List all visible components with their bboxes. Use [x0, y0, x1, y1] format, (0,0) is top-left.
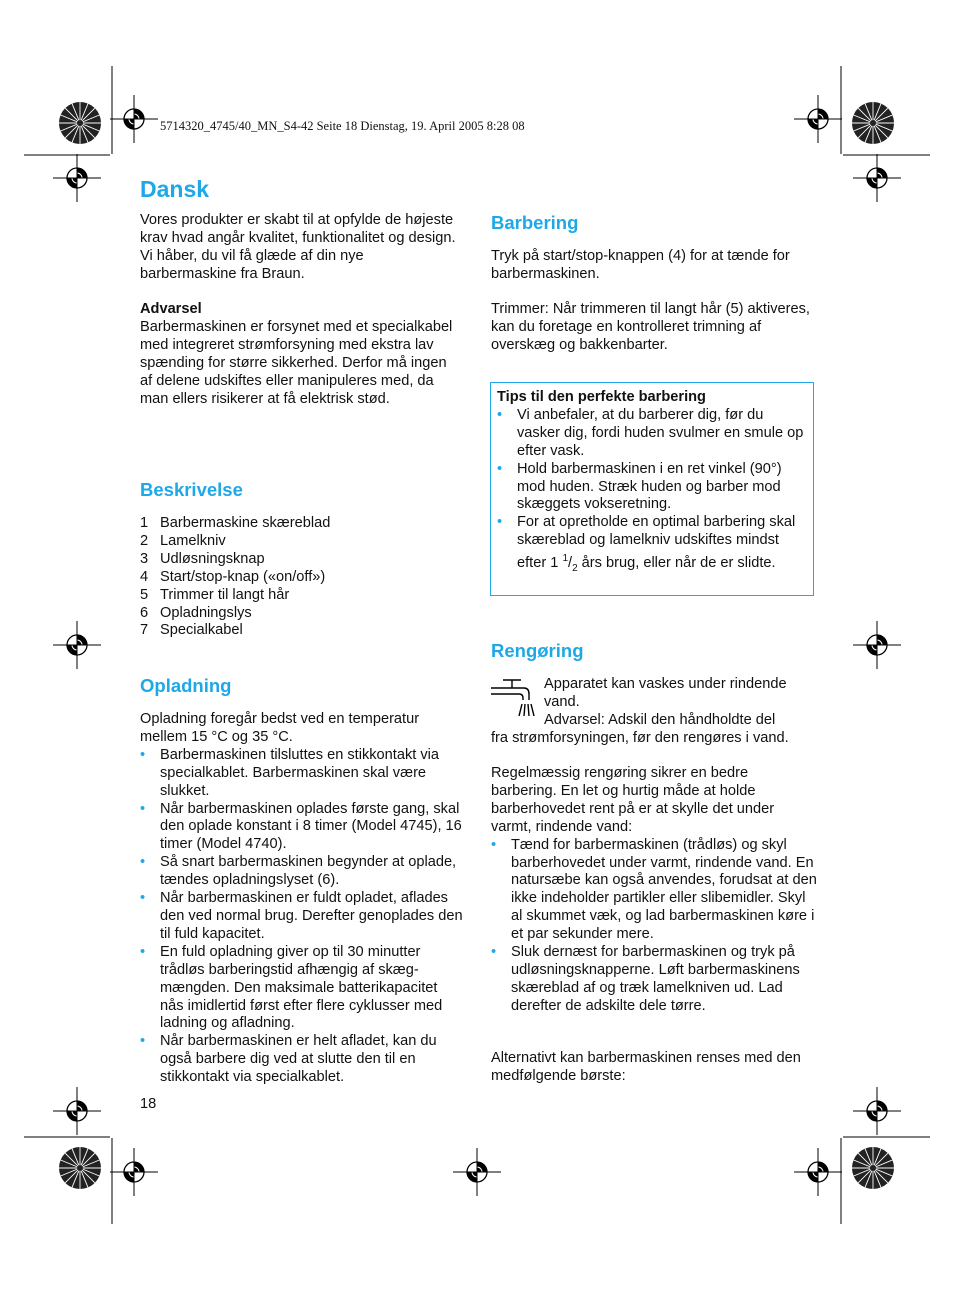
cleaning-paragraph-2: Alternativt kan barbermaskinen renses med den medfølgende børste: — [491, 1050, 801, 1084]
faucet-text-continued: fra strømforsyningen, før den rengøres i vand. — [491, 730, 789, 746]
list-item: 3 Udløsningsknap — [140, 550, 265, 567]
list-item: • For at opretholde en optimal barbering skal skæreblad og lamelkniv udskiftes mindst efter 1 $^1/_2$ års brug, eller når de er slidte. — [497, 514, 809, 577]
list-item: • Barbermaskinen tilsluttes en stikkontakt via specialkablet. Barbermaskinen skal være slukket. — [140, 747, 464, 801]
print-slug: 5714320_4745/40_MN_S4-42 Seite 18 Dienstag, 19. April 2005 8:28 08 — [160, 119, 525, 133]
starburst-target-icon — [59, 102, 101, 144]
list-item: 5 Trimmer til langt hår — [140, 586, 290, 603]
warning-block — [140, 301, 462, 408]
charging-intro: Opladning foregår bedst ved en temperatur mellem 15 °C og 35 °C. — [140, 711, 420, 745]
list-item: • Hold barbermaskinen i en ret vinkel (90°) mod huden. Stræk huden og barber mod skæggets vokseretning. — [497, 461, 809, 515]
list-item: • Tænd for barbermaskinen (trådløs) og skyl barberhovedet under varmt, rindende vand. En natursæbe kan også anvendes, forudsat at den ikke indeholder partikler eller slibemidler. Skyl al skummet væk, og lad barbermaskinen køre i et par sekunder mere. — [491, 837, 817, 944]
list-item: 4 Start/stop-knap («on/off») — [140, 568, 326, 585]
registration-mark-icon — [110, 1148, 158, 1196]
list-item: 1 Barbermaskine skæreblad — [140, 515, 331, 531]
charging-heading: Opladning — [140, 675, 232, 696]
warning-text: Barbermaskinen er forsynet med et specialkabel med integreret strømforsyning med ekstra lav spænding for større sikkerhed. Derfor må ingen af delene udskiftes eller manipuleres med, da man ellers risikerer at få elektrisk stød. — [140, 318, 453, 407]
parts-list — [140, 515, 462, 640]
list-item: 6 Opladningslys — [140, 604, 252, 621]
tips-box — [490, 382, 814, 596]
registration-mark-icon — [853, 621, 901, 669]
charging-block — [140, 711, 464, 1087]
registration-mark-icon — [110, 95, 158, 143]
page-number: 18 — [140, 1096, 157, 1112]
registration-mark-icon — [794, 95, 842, 143]
list-item: 2 Lamelkniv — [140, 532, 226, 549]
charging-bullets — [140, 747, 464, 1087]
description-heading: Beskrivelse — [140, 479, 243, 500]
registration-mark-icon — [853, 154, 901, 202]
tips-bullets — [497, 407, 809, 578]
shaving-heading: Barbering — [491, 212, 579, 233]
registration-mark-icon — [53, 621, 101, 669]
starburst-target-icon — [852, 1147, 894, 1189]
warning-heading: Advarsel — [140, 301, 202, 317]
list-item: • En fuld opladning giver op til 30 minutter trådløs barberingstid afhængig af skægmængden. Den maksimale batterikapacitet nås imidlertid først efter flere cyklusser med ladning og afladning. — [140, 944, 464, 1034]
intro-paragraph: Vores produkter er skabt til at opfylde de højeste krav hvad angår kvalitet, funktionalitet og design. Vi håber, du vil få glæde af din nye barbermaskine fra Braun. — [140, 212, 456, 282]
registration-mark-icon — [453, 1148, 501, 1196]
cleaning-block — [491, 765, 817, 1016]
registration-mark-icon — [53, 1087, 101, 1135]
tips-heading: Tips til den perfekte barbering — [497, 389, 706, 405]
registration-mark-icon — [853, 1087, 901, 1135]
list-item: • Sluk dernæst for barbermaskinen og tryk på udløsningsknapperne. Løft barbermaskinens skæreblad af og træk lamelkniven ud. Lad derefter de adskilte dele tørre. — [491, 944, 817, 1016]
registration-mark-icon — [794, 1148, 842, 1196]
registration-mark-icon — [53, 154, 101, 202]
list-item: • Så snart barbermaskinen begynder at oplade, tændes opladningslyset (6). — [140, 854, 464, 890]
starburst-target-icon — [59, 1147, 101, 1189]
list-item: • Når barbermaskinen er fuldt opladet, aflades den ved normal brug. Derefter genoplades den til fuld kapacitet. — [140, 890, 464, 944]
faucet-water-icon — [491, 678, 535, 722]
faucet-text: Apparatet kan vaskes under rindende vand. Advarsel: Adskil den håndholdte del — [544, 676, 787, 728]
cleaning-bullets — [491, 837, 817, 1016]
list-item: • Når barbermaskinen er helt afladet, kan du også barbere dig ved at slutte den til en stikkontakt via specialkablet. — [140, 1033, 464, 1087]
list-item: • Vi anbefaler, at du barberer dig, før du vasker dig, fordi huden svulmer en smule op efter vask. — [497, 407, 809, 461]
shaving-paragraph-1: Tryk på start/stop-knappen (4) for at tænde for barbermaskinen. — [491, 248, 790, 282]
page-title: Dansk — [140, 176, 210, 202]
cleaning-heading: Rengøring — [491, 640, 584, 661]
starburst-target-icon — [852, 102, 894, 144]
list-item: 7 Specialkabel — [140, 622, 243, 639]
shaving-paragraph-2: Trimmer: Når trimmeren til langt hår (5) aktiveres, kan du foretage en kontrolleret trimning af overskæg og bakkenbarter. — [491, 301, 810, 353]
list-item: • Når barbermaskinen oplades første gang, skal den oplade konstant i 8 timer (Model 4745), 16 timer (Model 4740). — [140, 801, 464, 855]
cleaning-paragraph-1: Regelmæssig rengøring sikrer en bedre barbering. En let og hurtig måde at holde barberhovedet rent på er at skylle det under varmt, rindende vand: — [491, 765, 775, 835]
